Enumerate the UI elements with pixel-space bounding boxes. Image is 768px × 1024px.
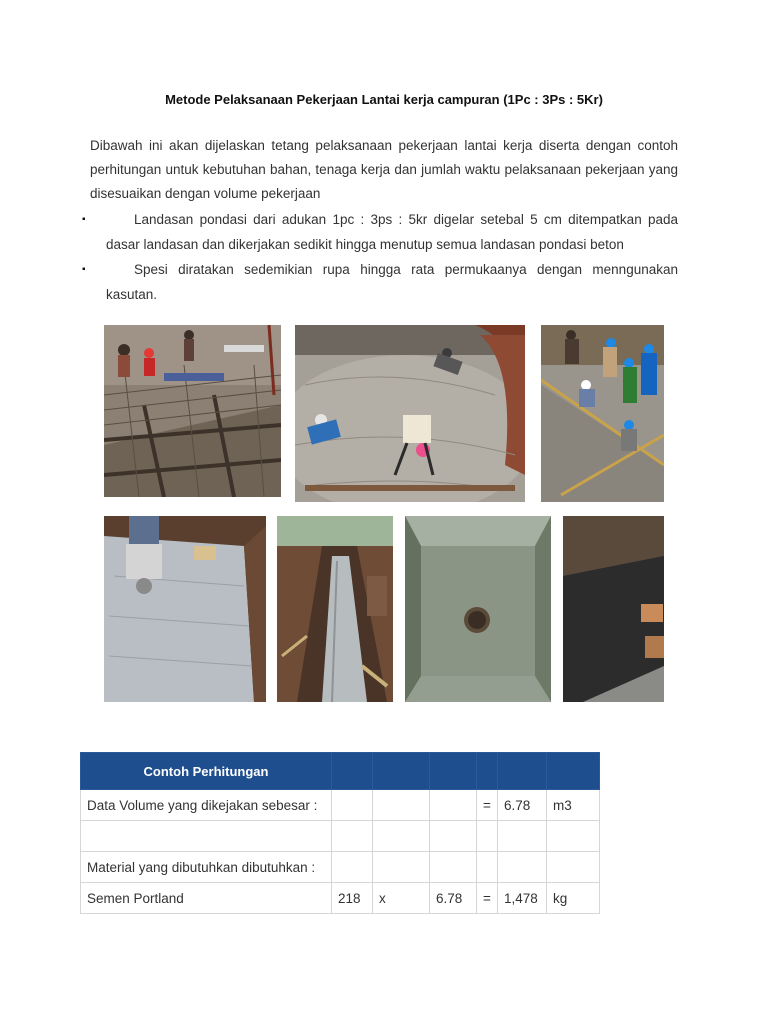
photo-worker-spreading-footing <box>104 516 266 702</box>
intro-paragraph: Dibawah ini akan dijelaskan tetang pelaksanaan pekerjaan lantai kerja diserta dengan contoh perhitungan untuk kebutuhan bahan, tenaga kerja dan jumlah waktu pelaksanaan pekerjaan yang disesuaikan dengan volume pekerjaan <box>90 138 678 201</box>
bullet-square-icon: ▪ <box>82 264 86 275</box>
table-header-row <box>81 753 600 790</box>
table-cell <box>332 821 373 852</box>
photo-workers-pouring-mix <box>541 325 664 502</box>
table-cell: = <box>477 790 498 821</box>
table-row <box>81 790 600 821</box>
document-title: Metode Pelaksanaan Pekerjaan Lantai kerja campuran (1Pc : 3Ps : 5Kr) <box>165 92 603 107</box>
bullet-text: Landasan pondasi dari adukan 1pc : 3ps : 5kr digelar setebal 5 cm ditempatkan pada dasar landasan dan dikerjakan sedikit hingga menutup semua landasan pondasi beton <box>106 212 678 252</box>
table-row <box>81 852 600 883</box>
photo-rebar-grid-site <box>104 325 281 497</box>
table-header-cell <box>373 753 430 790</box>
bullet-square-icon: ▪ <box>82 214 86 225</box>
table-cell <box>332 852 373 883</box>
table-cell <box>547 852 600 883</box>
bullet-text: Spesi diratakan sedemikian rupa hingga rata permukaanya dengan menngunakan kasutan. <box>106 262 678 302</box>
table-cell: x <box>373 883 430 914</box>
photo-dark-footing-floor <box>563 516 664 702</box>
table-cell <box>498 821 547 852</box>
table-cell <box>498 852 547 883</box>
table-header-cell <box>547 753 600 790</box>
table-header-cell <box>477 753 498 790</box>
photo-square-footing-pit <box>405 516 551 702</box>
table-cell <box>373 790 430 821</box>
table-header-cell: Contoh Perhitungan <box>81 753 332 790</box>
table-cell: 1,478 <box>498 883 547 914</box>
photo-workers-leveling-concrete <box>295 325 525 502</box>
list-item <box>82 207 678 257</box>
table-cell <box>332 790 373 821</box>
table-cell <box>430 821 477 852</box>
calculation-table <box>80 752 600 914</box>
table-cell: m3 <box>547 790 600 821</box>
table-cell: Material yang dibutuhkan dibutuhkan : <box>81 852 332 883</box>
table-cell: 6.78 <box>498 790 547 821</box>
table-header-cell <box>430 753 477 790</box>
table-cell <box>430 852 477 883</box>
table-cell <box>477 821 498 852</box>
table-header-cell <box>498 753 547 790</box>
table-cell <box>81 821 332 852</box>
table-cell: = <box>477 883 498 914</box>
table-cell <box>477 852 498 883</box>
photo-trench-foundation <box>277 516 393 702</box>
table-cell: kg <box>547 883 600 914</box>
table-cell <box>547 821 600 852</box>
table-cell <box>430 790 477 821</box>
table-cell: 6.78 <box>430 883 477 914</box>
table-row <box>81 821 600 852</box>
table-cell: Semen Portland <box>81 883 332 914</box>
table-row <box>81 883 600 914</box>
table-cell <box>373 821 430 852</box>
table-cell <box>373 852 430 883</box>
table-cell: 218 <box>332 883 373 914</box>
bullet-list <box>82 207 678 307</box>
table-cell: Data Volume yang dikejakan sebesar : <box>81 790 332 821</box>
table-header-cell <box>332 753 373 790</box>
list-item <box>82 257 678 307</box>
